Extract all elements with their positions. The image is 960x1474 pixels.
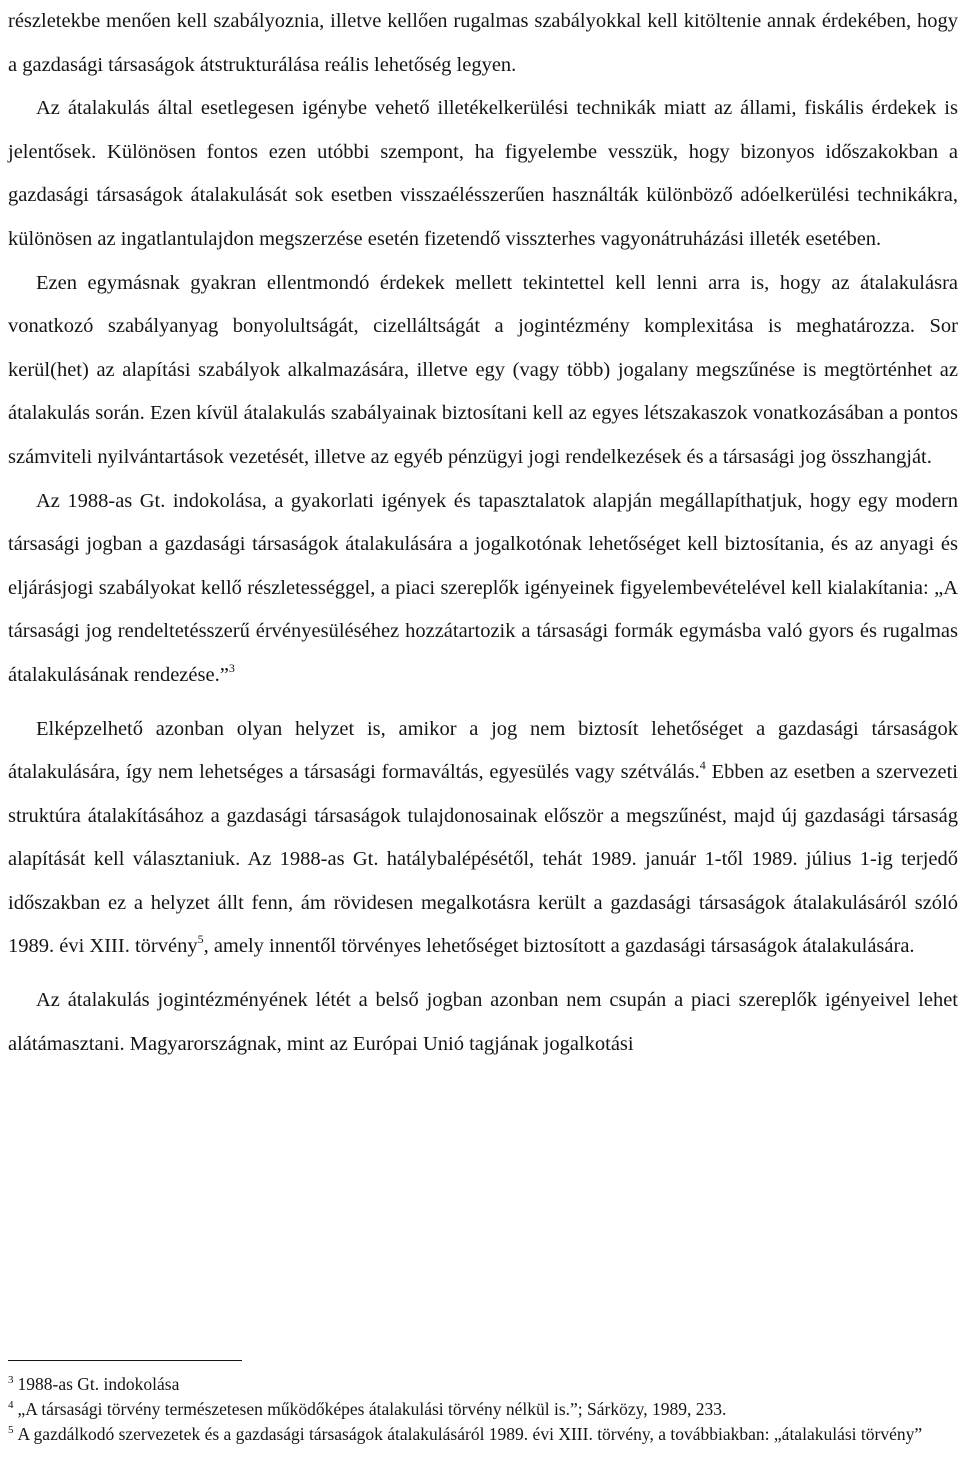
footnote-text: 1988-as Gt. indokolása	[17, 1374, 180, 1394]
paragraph	[8, 480, 958, 698]
footnote-number: 5	[8, 1424, 14, 1436]
footnote	[8, 1397, 958, 1422]
paragraph-text: Az átalakulás által esetlegesen igénybe vehető illetékelkerülési technikák miatt az állami, fiskális érdekek is jelentősek. Különösen fontos ezen utóbbi szempont, ha figyelembe vesszük, hogy bizonyos időszakokban a gazdasági társaságok átalakulását sok esetben visszaélésszerűen használták különböző adóelkerülési technikákra, különösen az ingatlantulajdon megszerzése esetén fizetendő visszterhes vagyonátruházási illeték esetében.	[8, 97, 958, 250]
footnote-reference[interactable]: 4	[699, 758, 706, 773]
paragraph	[8, 979, 958, 1066]
paragraph-text: Az átalakulás jogintézményének létét a belső jogban azonban nem csupán a piaci szereplők igényeivel lehet alátámasztani. Magyarországnak, mint az Európai Unió tagjának jogalkotási	[8, 989, 958, 1055]
paragraph	[8, 708, 958, 970]
paragraph	[8, 262, 958, 480]
footnote	[8, 1422, 958, 1447]
paragraph-text: , amely innentől törvényes lehetőséget biztosított a gazdasági társaságok átalakulására.	[203, 935, 915, 958]
footnote-text: A gazdálkodó szervezetek és a gazdasági társaságok átalakulásáról 1989. évi XIII. törvény, a továbbiakban: „átalakulási törvény”	[17, 1424, 923, 1444]
footnote	[8, 1372, 958, 1397]
footnote-number: 3	[8, 1374, 14, 1386]
paragraph-text: Ezen egymásnak gyakran ellentmondó érdekek mellett tekintettel kell lenni arra is, hogy az átalakulásra vonatkozó szabályanyag bonyolultságát, cizelláltságát a jogintézmény komplexitása is meghatározza. Sor kerül(het) az alapítási szabályok alkalmazására, illetve egy (vagy több) jogalany megszűnése is megtörténhet az átalakulás során. Ezen kívül átalakulás szabályainak biztosítani kell az egyes létszakaszok vonatkozásában a pontos számviteli nyilvántartások vezetését, illetve az egyéb pénzügyi jogi rendelkezések és a társasági jog összhangját.	[8, 271, 958, 468]
footnote-reference[interactable]: 3	[228, 660, 235, 675]
footnote-reference[interactable]: 5	[197, 932, 204, 947]
footnote-number: 4	[8, 1399, 14, 1411]
paragraph-text: Az 1988-as Gt. indokolása, a gyakorlati igények és tapasztalatok alapján megállapíthatjuk, hogy egy modern társasági jogban a gazdasági társaságok átalakulására a jogalkotónak lehetőséget kell biztosítania, és az anyagi és eljárásjogi szabályokat kellő részletességgel, a piaci szereplők igényeinek figyelembevételével kell kialakítania: „A társasági jog rendeltetésszerű érvényesüléséhez hozzátartozik a társasági formák egymásba való gyors és rugalmas átalakulásának rendezése.”	[8, 489, 958, 686]
paragraph	[8, 87, 958, 261]
paragraph-text: Elképzelhető azonban olyan helyzet is, amikor a jog nem biztosít lehetőséget a gazdasági társaságok átalakulására, így nem lehetséges a társasági formaváltás, egyesülés vagy szétválás.	[8, 717, 958, 784]
footnote-separator	[8, 1360, 242, 1361]
footnote-text: „A társasági törvény természetesen működőképes átalakulási törvény nélkül is.”; Sárközy, 1989, 233.	[17, 1399, 727, 1419]
paragraph	[8, 0, 958, 87]
document-body	[8, 0, 958, 1066]
paragraph-text: részletekbe menően kell szabályoznia, illetve kellően rugalmas szabályokkal kell kitöltenie annak érdekében, hogy a gazdasági társaságok átstrukturálása reális lehetőség legyen.	[8, 10, 958, 76]
paragraph-text: Ebben az esetben a szervezeti struktúra átalakításához a gazdasági társaságok tulajdonosainak először a megszűnést, majd új gazdasági társaság alapítását kell választaniuk. Az 1988-as Gt. hatálybalépésétől, tehát 1989. január 1-től 1989. július 1-ig terjedő időszakban ez a helyzet állt fenn, ám rövidesen megalkotásra került a gazdasági társaságok átalakulásáról szóló 1989. évi XIII. törvény	[8, 761, 959, 958]
footnotes	[8, 1372, 958, 1447]
